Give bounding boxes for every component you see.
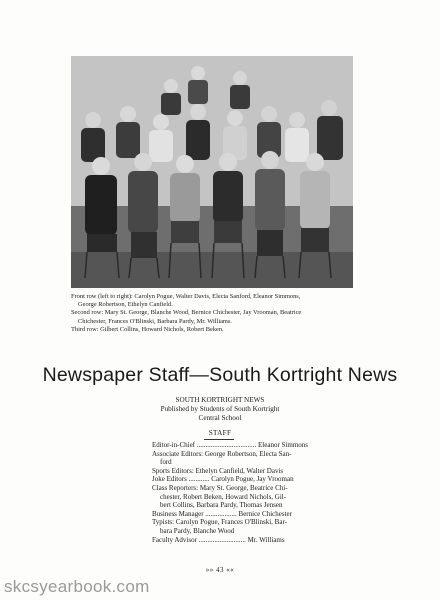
- staff-entry: Business Manager .................. Bernice Chichester: [152, 509, 292, 518]
- staff-entry: Associate Editors: George Robertson, Electa San-: [152, 449, 292, 458]
- staff-entry: bara Pardy, Blanche Wood: [160, 526, 235, 535]
- staff-entry: Sports Editors: Ethelyn Canfield, Walter Davis: [152, 466, 284, 475]
- website-watermark: skcsyearbook.com: [4, 577, 150, 596]
- staff-divider: [204, 439, 234, 440]
- publication-line-2: Central School: [198, 414, 242, 422]
- staff-list: [152, 441, 308, 544]
- staff-heading: STAFF: [208, 429, 232, 437]
- staff-entry: Faculty Advisor ........................... Mr. Williams: [152, 535, 285, 544]
- caption-third-row: Third row: Gilbert Collins, Howard Nichols, Robert Beken.: [71, 325, 224, 333]
- staff-entry: Editor-in-Chief .................................. Eleanor Simmons: [152, 441, 308, 449]
- staff-group-photo: [71, 56, 353, 288]
- caption-second-row: Second row: Mary St. George, Blanche Wood, Bernice Chichester, Jay Vrooman, Beatrice: [71, 309, 302, 317]
- publication-line-1: Published by Students of South Kortright: [160, 405, 280, 413]
- caption-front-row: Front row (left to right): Carolyn Pogue, Walter Davis, Electa Sanford, Eleanor Simmons,: [71, 293, 301, 300]
- publication-name: SOUTH KORTRIGHT NEWS: [175, 396, 265, 404]
- staff-entry: Typists: Carolyn Pogue, Frances O'Blinski, Bar-: [152, 518, 287, 527]
- page-title: Newspaper Staff—South Kortright News: [42, 364, 398, 386]
- caption-front-row-cont: George Robertson, Ethelyn Canfield.: [78, 301, 173, 309]
- publication-masthead: [0, 396, 440, 423]
- group-photo-icon: [71, 56, 353, 288]
- staff-entry: ford: [160, 458, 172, 467]
- caption-second-row-cont: Chichester, Frances O'Blinski, Barbara Pardy, Mr. Williams.: [78, 317, 232, 325]
- staff-entry: chester, Robert Beken, Howard Nichols, Gil-: [160, 492, 287, 501]
- photo-caption: [71, 293, 371, 334]
- staff-entry: bert Collins, Barbara Pardy, Thomas Jensen: [160, 501, 283, 510]
- staff-entry: Joke Editors ............ Carolyn Pogue, Jay Vrooman: [152, 475, 294, 484]
- staff-entry: Class Reporters: Mary St. George, Beatrice Chi-: [152, 483, 288, 492]
- page-number: »» 43 ««: [205, 566, 235, 574]
